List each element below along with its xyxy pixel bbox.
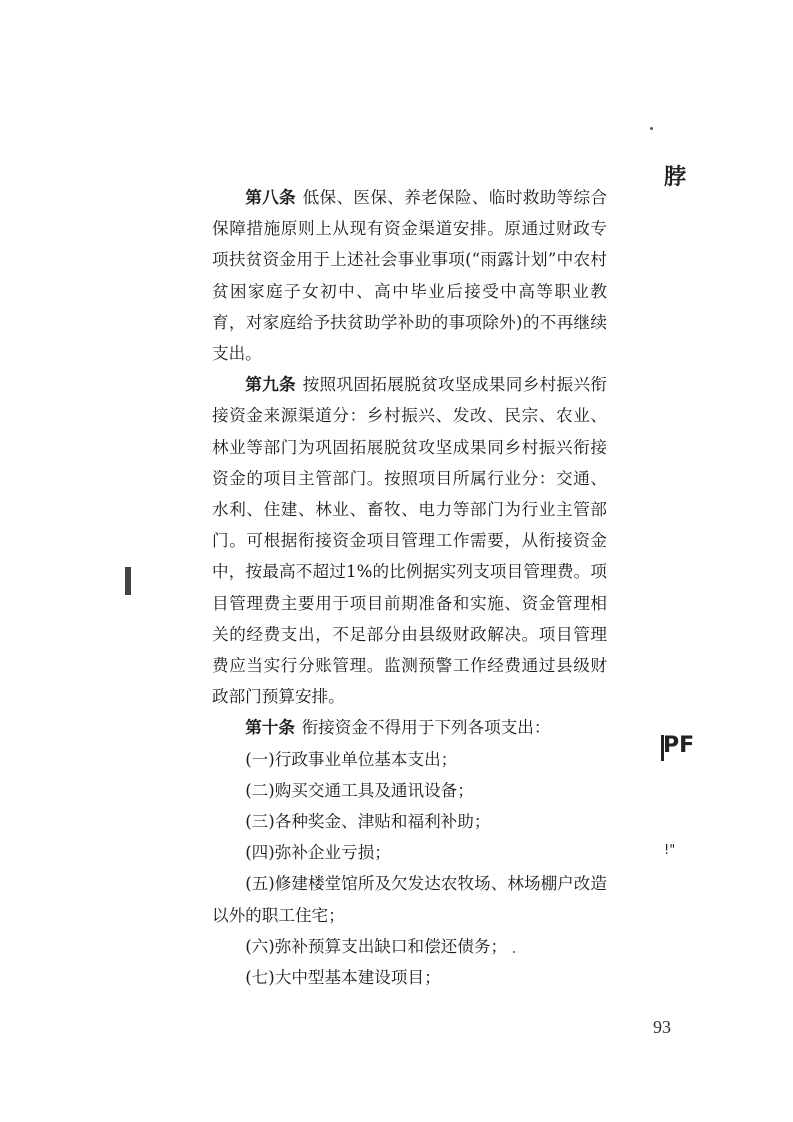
scan-left-smudge xyxy=(125,567,131,595)
list-item: (五)修建楼堂馆所及欠发达农牧场、林场棚户改造以外的职工住宅； xyxy=(212,874,607,925)
list-item: (六)弥补预算支出缺口和偿还债务； xyxy=(245,936,508,956)
scan-edge-mark-lower: !" xyxy=(664,843,676,858)
document-body xyxy=(212,182,607,993)
list-item: (四)弥补企业亏损； xyxy=(245,843,391,863)
article-9 xyxy=(212,369,607,712)
article-8-heading: 第八条 xyxy=(245,187,296,207)
scan-speck xyxy=(513,951,515,953)
article-9-heading: 第九条 xyxy=(245,374,296,395)
scan-edge-mark-top: 脖 xyxy=(664,165,686,190)
article-10 xyxy=(212,712,607,743)
page-number: 93 xyxy=(653,1017,671,1037)
article-9-body: 按照巩固拓展脱贫攻坚成果同乡村振兴衔接资金来源渠道分：乡村振兴、发改、民宗、农业、林业等部门为巩固拓展脱贫攻坚成果同乡村振兴衔接资金的项目主管部门。按照项目所属行业分：交通、水利、住建、林业、畜牧、电力等部门为行业主管部门。可根据衔接资金项目管理工作需要，从衔接资金中，按最高不超过1%的比例据实列支项目管理费。项目管理费主要用于项目前期准备和实施、资金管理相关的经费支出，不足部分由县级财政解决。项目管理费应当实行分账管理。监测预警工作经费通过县级财政部门预算安排。 xyxy=(212,375,608,707)
article-10-body: 衔接资金不得用于下列各项支出： xyxy=(301,718,551,738)
list-item: (三)各种奖金、津贴和福利补助； xyxy=(245,812,491,832)
scan-speck xyxy=(650,127,653,130)
article-8-body: 低保、医保、养老保险、临时救助等综合保障措施原则上从现有资金渠道安排。原通过财政专项扶贫资金用于上述社会事业事项(“雨露计划”中农村贫困家庭子女初中、高中毕业后接受中高等职业教育，对家庭给予扶贫助学补助的事项除外)的不再继续支出。 xyxy=(212,188,608,364)
article-10-heading: 第十条 xyxy=(245,717,295,738)
list-item: (一)行政事业单位基本支出； xyxy=(245,749,458,769)
scan-edge-mark-middle: PF xyxy=(663,733,695,758)
article-8 xyxy=(212,182,607,369)
list-item: (二)购买交通工具及通讯设备； xyxy=(245,780,474,800)
list-item: (七)大中型基本建设项目； xyxy=(245,968,441,988)
